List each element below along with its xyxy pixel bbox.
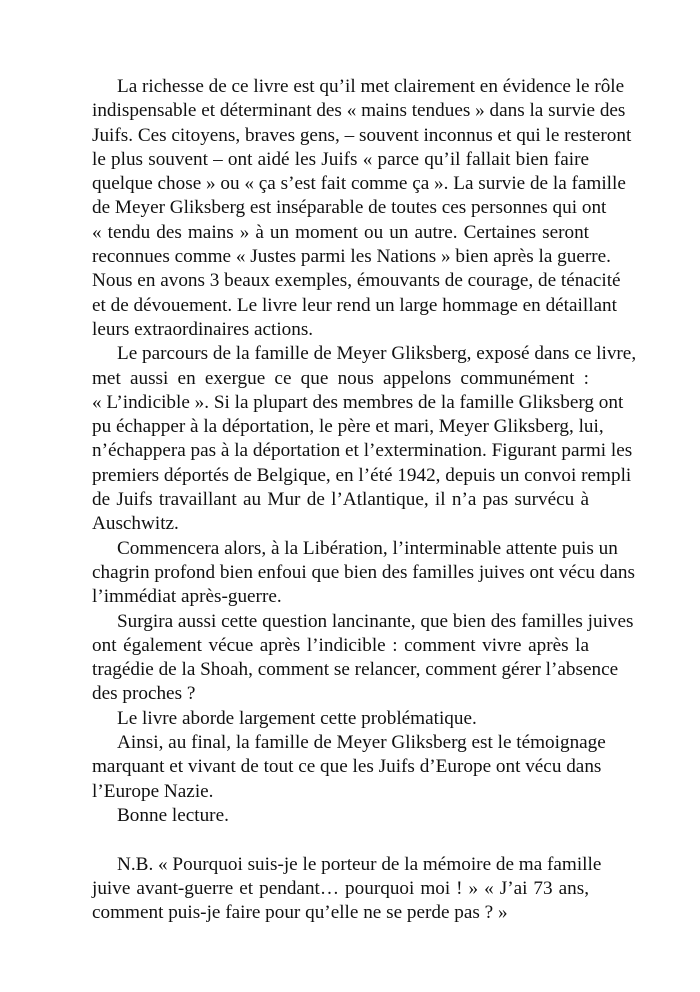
text-line: reconnues comme « Justes parmi les Nations » bien après la guerre. bbox=[92, 246, 611, 268]
paragraph bbox=[92, 707, 589, 731]
text-line: quelque chose » ou « ça s’est fait comme ça ». La survie de la famille bbox=[92, 173, 626, 195]
note-paragraph bbox=[92, 853, 602, 926]
paragraph bbox=[92, 804, 589, 828]
text-line: Le livre aborde largement cette problématique. bbox=[117, 707, 477, 729]
text-line: de Juifs travaillant au Mur de l’Atlantique, il n’a pas survécu à bbox=[92, 489, 589, 511]
paragraph bbox=[92, 610, 634, 707]
paragraph bbox=[92, 731, 606, 804]
text-line: indispensable et déterminant des « mains tendues » dans la survie des bbox=[92, 100, 626, 122]
text-line: pu échapper à la déportation, le père et mari, Meyer Gliksberg, lui, bbox=[92, 416, 604, 438]
text-line: Commencera alors, à la Libération, l’interminable attente puis un bbox=[117, 537, 618, 559]
paragraph bbox=[92, 75, 632, 342]
text-line: le plus souvent – ont aidé les Juifs « parce qu’il fallait bien faire bbox=[92, 148, 589, 170]
text-line: Surgira aussi cette question lancinante, que bien des familles juives bbox=[117, 610, 634, 632]
text-line: « tendu des mains » à un moment ou un autre. Certaines seront bbox=[92, 221, 589, 243]
text-line: n’échappera pas à la déportation et l’extermination. Figurant parmi les bbox=[92, 440, 633, 462]
text-line: l’Europe Nazie. bbox=[92, 780, 214, 802]
text-line: met aussi en exergue ce que nous appelons communément : bbox=[92, 367, 589, 389]
text-line: premiers déportés de Belgique, en l’été 1942, depuis un convoi rempli bbox=[92, 464, 632, 486]
text-line: Bonne lecture. bbox=[117, 804, 229, 826]
text-line: ont également vécue après l’indicible : comment vivre après la bbox=[92, 634, 589, 656]
text-line: chagrin profond bien enfoui que bien des familles juives ont vécu dans bbox=[92, 561, 635, 583]
text-line: tragédie de la Shoah, comment se relancer, comment gérer l’absence bbox=[92, 659, 619, 681]
text-line: marquant et vivant de tout ce que les Juifs d’Europe ont vécu dans bbox=[92, 756, 602, 778]
paragraph bbox=[92, 342, 637, 536]
text-line: et de dévouement. Le livre leur rend un large hommage en détaillant bbox=[92, 294, 617, 316]
text-line: leurs extraordinaires actions. bbox=[92, 318, 314, 340]
text-line: Le parcours de la famille de Meyer Gliksberg, exposé dans ce livre, bbox=[117, 343, 637, 365]
text-line: Ainsi, au final, la famille de Meyer Gliksberg est le témoignage bbox=[117, 732, 606, 754]
text-line: Auschwitz. bbox=[92, 513, 179, 535]
text-line: juive avant-guerre et pendant… pourquoi moi ! » « J’ai 73 ans, bbox=[92, 877, 589, 899]
text-line: de Meyer Gliksberg est inséparable de toutes ces personnes qui ont bbox=[92, 197, 607, 219]
paragraph bbox=[92, 537, 635, 610]
blank-line bbox=[92, 828, 589, 852]
text-line: comment puis-je faire pour qu’elle ne se perde pas ? » bbox=[92, 902, 508, 924]
text-line: des proches ? bbox=[92, 683, 196, 705]
text-line: N.B. « Pourquoi suis-je le porteur de la mémoire de ma famille bbox=[117, 853, 602, 875]
text-line: La richesse de ce livre est qu’il met clairement en évidence le rôle bbox=[117, 76, 625, 97]
text-line: Nous en avons 3 beaux exemples, émouvants de courage, de ténacité bbox=[92, 270, 621, 292]
text-line: l’immédiat après-guerre. bbox=[92, 586, 282, 608]
text-line: Juifs. Ces citoyens, braves gens, – souvent inconnus et qui le resteront bbox=[92, 124, 632, 146]
document-page bbox=[92, 75, 637, 925]
text-line: « L’indicible ». Si la plupart des membres de la famille Gliksberg ont bbox=[92, 391, 624, 413]
